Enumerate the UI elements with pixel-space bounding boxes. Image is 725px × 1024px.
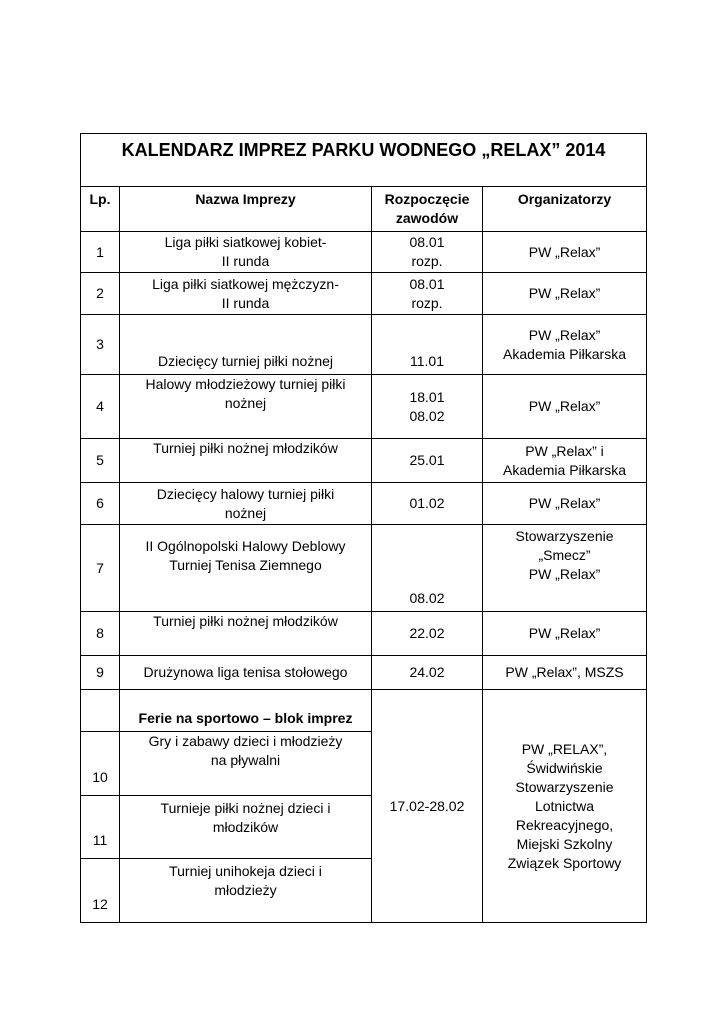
- org-cell: PW „Relax”: [483, 612, 647, 656]
- ferie-org-cell: [483, 690, 647, 923]
- date-line: 08.02: [409, 407, 445, 424]
- date-line: 18.01: [409, 388, 445, 405]
- date-cell: [372, 375, 483, 439]
- date-line: rozp.: [411, 253, 443, 269]
- name-line: Turniej unihokeja dzieci i: [169, 863, 322, 879]
- name-cell: [120, 483, 372, 525]
- date-cell: 11.01: [372, 315, 483, 375]
- org-line: Stowarzyszenie: [515, 778, 614, 795]
- name-cell: Drużynowa liga tenisa stołowego: [120, 656, 372, 690]
- org-line: Związek Sportowy: [507, 854, 622, 871]
- date-cell: 22.02: [372, 612, 483, 656]
- org-line: Lotnictwa: [534, 797, 595, 814]
- date-cell: [372, 273, 483, 315]
- lp-cell: 8: [81, 612, 120, 656]
- date-cell: 01.02: [372, 483, 483, 525]
- header-row: [81, 187, 647, 232]
- name-line: Gry i zabawy dzieci i młodzieży: [148, 733, 343, 749]
- name-line: nożnej: [224, 504, 267, 521]
- name-line: młodzieży: [214, 882, 277, 898]
- lp-cell-empty: [81, 690, 120, 732]
- name-cell: Dziecięcy turniej piłki nożnej: [120, 315, 372, 375]
- name-line: nożnej: [224, 395, 267, 411]
- lp-cell: 6: [81, 483, 120, 525]
- header-name: Nazwa Imprezy: [120, 187, 372, 232]
- org-line: Akademia Piłkarska: [503, 461, 626, 478]
- lp-cell: 2: [81, 273, 120, 315]
- org-line: Miejski Szkolny: [516, 835, 613, 852]
- table-row: [81, 612, 647, 656]
- org-cell: PW „Relax”: [483, 273, 647, 315]
- org-cell: [483, 525, 647, 612]
- org-line: Stowarzyszenie: [515, 528, 614, 544]
- org-line: PW „Relax”: [528, 566, 601, 582]
- date-cell: 08.02: [372, 525, 483, 612]
- name-cell: [120, 375, 372, 439]
- org-line: Akademia Piłkarska: [503, 345, 626, 362]
- lp-cell: 4: [81, 375, 120, 439]
- events-table: [80, 133, 647, 923]
- org-line: PW „Relax” i: [525, 442, 604, 459]
- lp-cell: 10: [81, 732, 120, 796]
- name-cell: [120, 796, 372, 859]
- lp-cell: 11: [81, 796, 120, 859]
- org-cell: PW „Relax”, MSZS: [483, 656, 647, 690]
- ferie-heading-row: [81, 690, 647, 732]
- lp-cell: 7: [81, 525, 120, 612]
- table-title: KALENDARZ IMPREZ PARKU WODNEGO „RELAX” 2014: [81, 134, 647, 187]
- name-line: II runda: [221, 294, 270, 311]
- header-lp: Lp.: [81, 187, 120, 232]
- date-line: 08.01: [409, 234, 445, 250]
- lp-cell: 5: [81, 439, 120, 483]
- date-line: rozp.: [411, 294, 443, 311]
- lp-cell: 1: [81, 232, 120, 273]
- org-cell: [483, 315, 647, 375]
- name-line: Liga piłki siatkowej mężczyzn-: [152, 275, 339, 292]
- ferie-heading: Ferie na sportowo – blok imprez: [120, 690, 372, 732]
- org-cell: PW „Relax”: [483, 232, 647, 273]
- name-cell: [120, 859, 372, 923]
- table-row: [81, 315, 647, 375]
- date-cell: 25.01: [372, 439, 483, 483]
- org-line: „Smecz”: [538, 547, 591, 563]
- name-line: II Ogólnopolski Halowy Deblowy: [145, 538, 346, 554]
- header-start: [372, 187, 483, 232]
- name-cell: Turniej piłki nożnej młodzików: [120, 612, 372, 656]
- lp-cell: 12: [81, 859, 120, 923]
- name-cell: [120, 273, 372, 315]
- title-row: [81, 134, 647, 187]
- name-cell: [120, 232, 372, 273]
- org-line: Rekreacyjnego,: [515, 816, 614, 833]
- name-line: na pływalni: [210, 752, 281, 768]
- header-org: Organizatorzy: [483, 187, 647, 232]
- name-cell: [120, 525, 372, 612]
- date-line: 08.01: [409, 275, 445, 292]
- ferie-date-cell: 17.02-28.02: [372, 690, 483, 923]
- name-line: Turniej Tenisa Ziemnego: [169, 557, 322, 573]
- table-row: [81, 375, 647, 439]
- name-line: Liga piłki siatkowej kobiet-: [164, 234, 327, 250]
- org-cell: [483, 439, 647, 483]
- table-row: [81, 656, 647, 690]
- org-line: PW „RELAX”,: [521, 740, 608, 757]
- lp-cell: 9: [81, 656, 120, 690]
- table-row: [81, 483, 647, 525]
- name-line: młodzików: [212, 819, 279, 835]
- lp-cell: 3: [81, 315, 120, 375]
- name-line: II runda: [221, 253, 270, 269]
- header-start-line2: zawodów: [395, 210, 459, 226]
- name-cell: [120, 732, 372, 796]
- name-line: Halowy młodzieżowy turniej piłki: [145, 376, 346, 392]
- name-cell: Turniej piłki nożnej młodzików: [120, 439, 372, 483]
- date-cell: [372, 232, 483, 273]
- name-line: Dziecięcy halowy turniej piłki: [156, 485, 335, 502]
- org-cell: PW „Relax”: [483, 483, 647, 525]
- table-row: [81, 525, 647, 612]
- name-line: Turnieje piłki nożnej dzieci i: [160, 800, 331, 816]
- date-cell: 24.02: [372, 656, 483, 690]
- org-line: Świdwińskie: [526, 759, 603, 776]
- table-row: [81, 439, 647, 483]
- document-page: [80, 133, 646, 923]
- org-cell: PW „Relax”: [483, 375, 647, 439]
- org-line: PW „Relax”: [528, 326, 601, 343]
- header-start-line1: Rozpoczęcie: [384, 191, 470, 207]
- table-row: [81, 273, 647, 315]
- table-row: [81, 232, 647, 273]
